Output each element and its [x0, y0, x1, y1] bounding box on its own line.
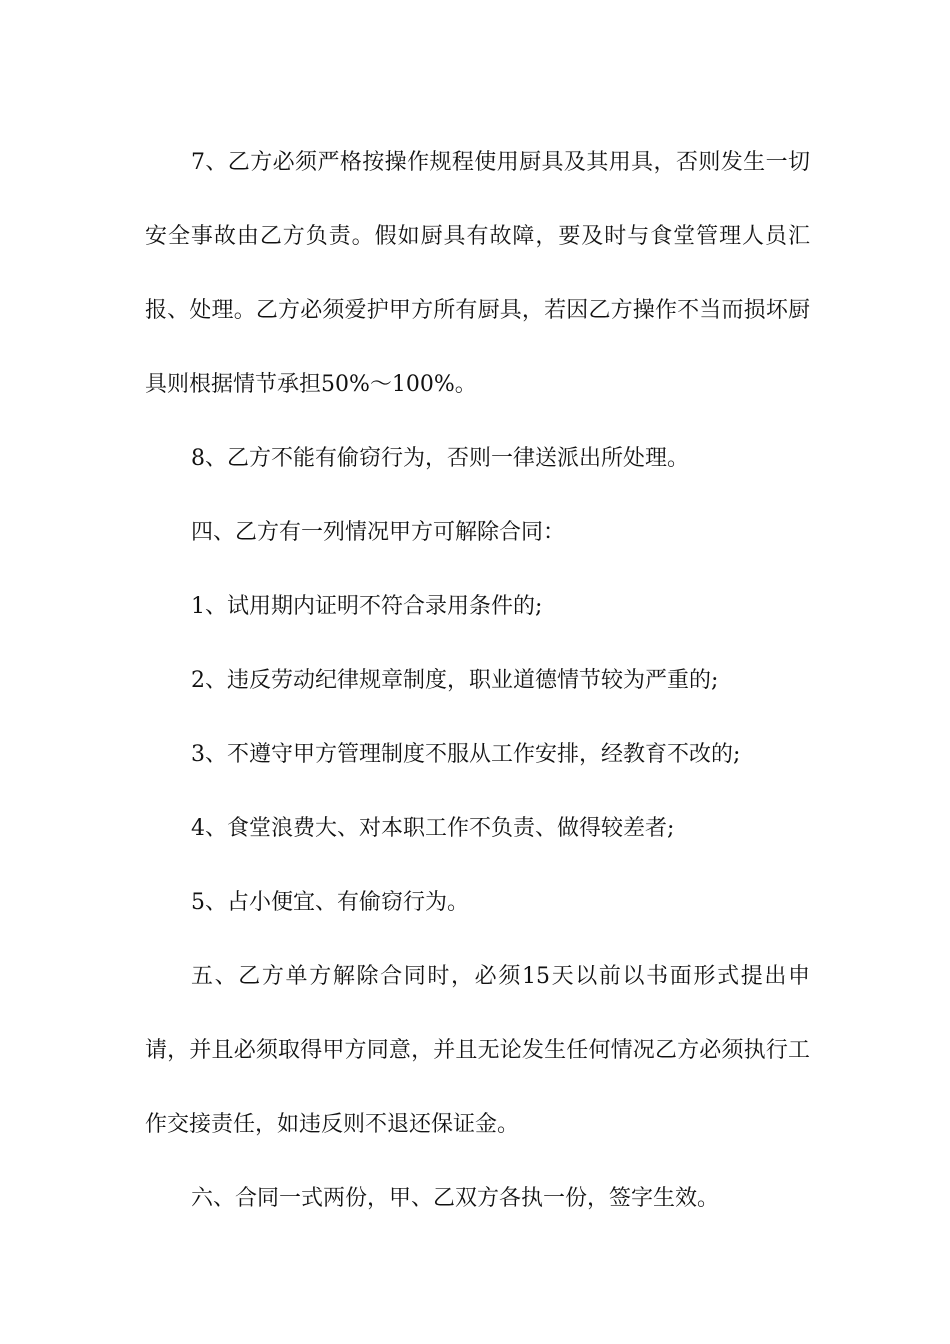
paragraph-termination-1: 1、试用期内证明不符合录用条件的; [191, 594, 543, 619]
paragraph-termination-5: 5、占小便宜、有偷窃行为。 [191, 890, 469, 915]
paragraph-section-4-heading: 四、乙方有一列情况甲方可解除合同： [191, 520, 566, 545]
paragraph-termination-3: 3、不遵守甲方管理制度不服从工作安排，经教育不改的; [191, 742, 741, 767]
document-body [145, 126, 810, 1236]
paragraph-termination-4: 4、食堂浪费大、对本职工作不负责、做得较差者; [191, 816, 675, 841]
paragraph-clause-7: 7、乙方必须严格按操作规程使用厨具及其用具，否则发生一切安全事故由乙方负责。假如厨具有故障，要及时与食堂管理人员汇报、处理。乙方必须爱护甲方所有厨具，若因乙方操作不当而损坏厨具则根据情节承担50%～100%。 [145, 150, 810, 397]
paragraph-clause-8: 8、乙方不能有偷窃行为，否则一律送派出所处理。 [191, 446, 689, 471]
paragraph-section-5: 五、乙方单方解除合同时，必须15天以前以书面形式提出申请，并且必须取得甲方同意，并且无论发生任何情况乙方必须执行工作交接责任，如违反则不退还保证金。 [145, 964, 810, 1137]
paragraph-termination-2: 2、违反劳动纪律规章制度，职业道德情节较为严重的; [191, 668, 719, 693]
paragraph-section-6: 六、合同一式两份，甲、乙双方各执一份，签字生效。 [191, 1186, 720, 1211]
